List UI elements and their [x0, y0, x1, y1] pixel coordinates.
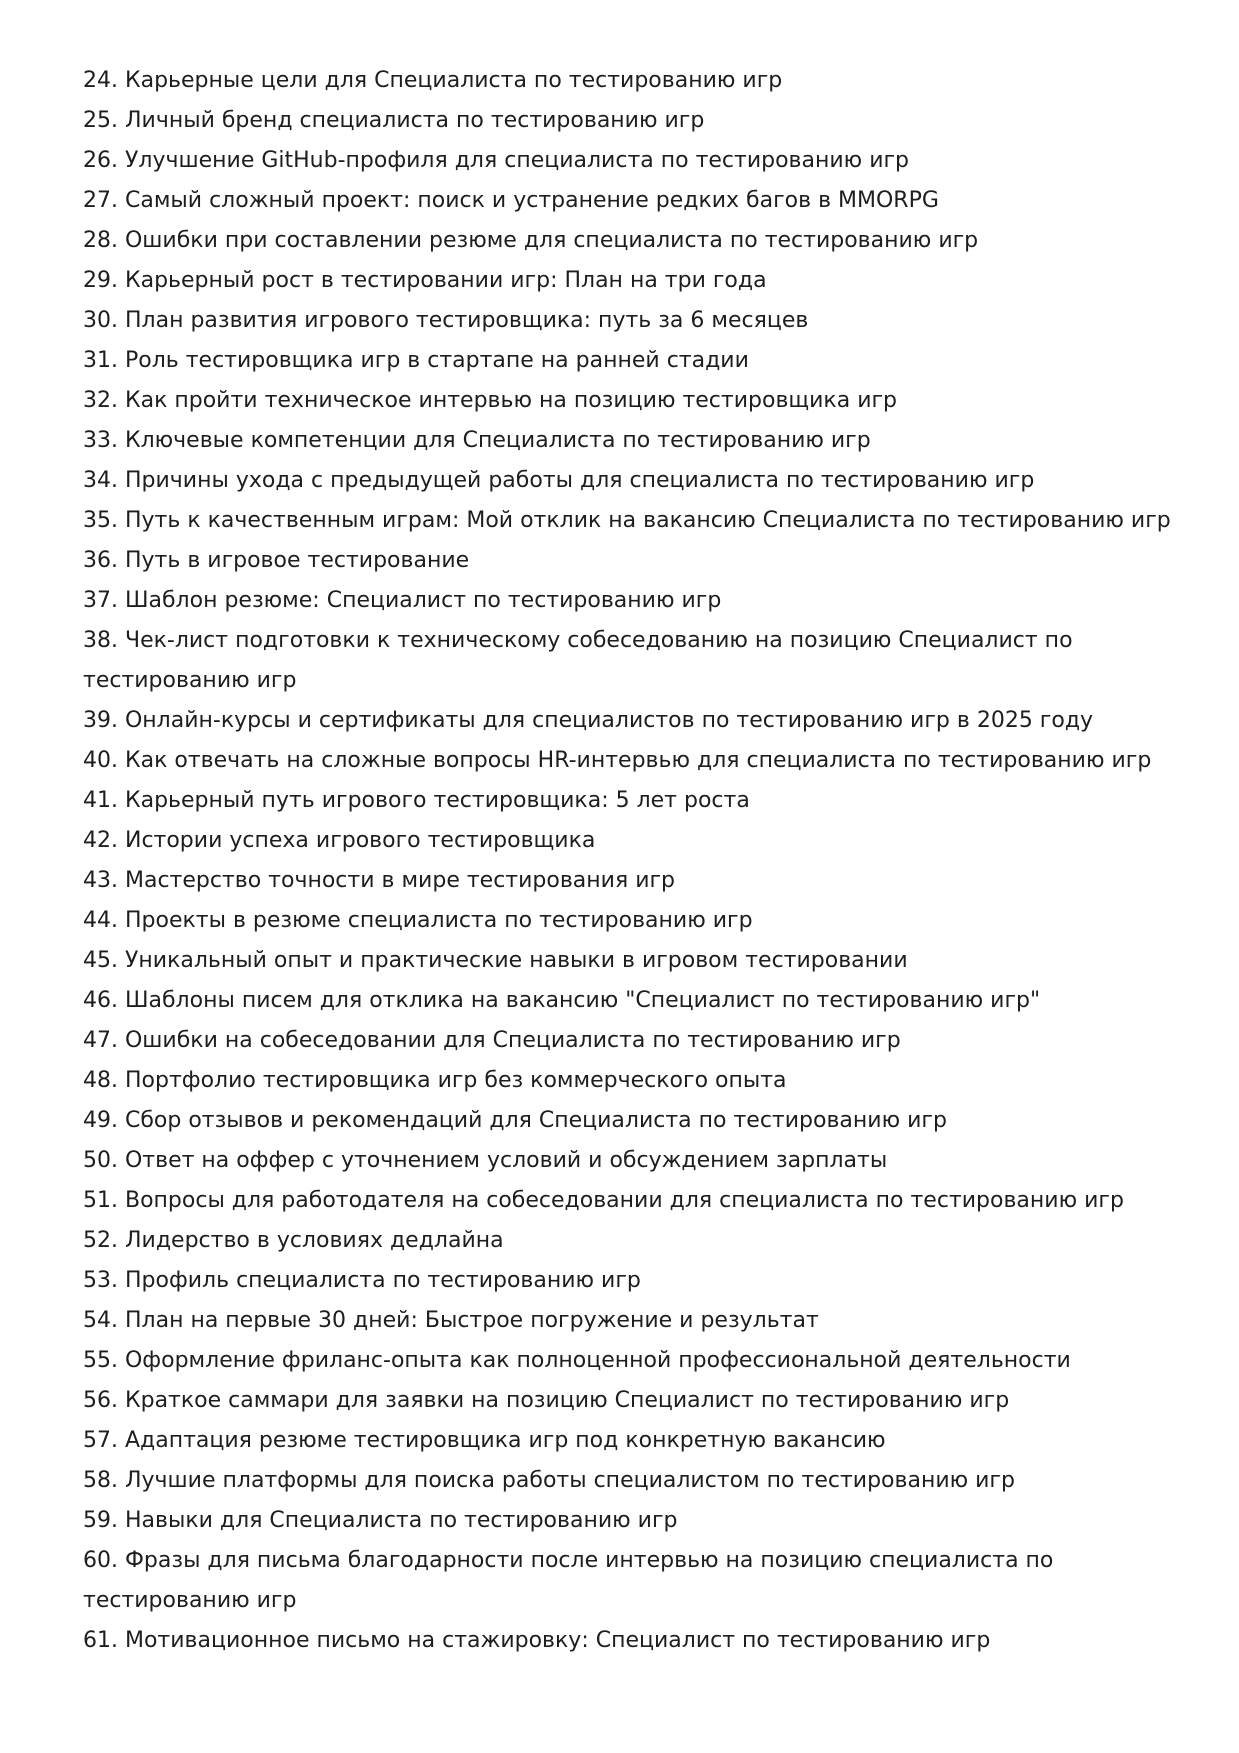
list-item: 43. Мастерство точности в мире тестирования игр [83, 868, 676, 893]
list-item: 40. Как отвечать на сложные вопросы HR-интервью для специалиста по тестированию игр [83, 748, 1152, 773]
list-item: 51. Вопросы для работодателя на собеседовании для специалиста по тестированию игр [83, 1188, 1124, 1213]
list-item: 50. Ответ на оффер с уточнением условий и обсуждением зарплаты [83, 1148, 888, 1173]
list-item: 42. Истории успеха игрового тестировщика [83, 828, 596, 853]
list-item: 34. Причины ухода с предыдущей работы для специалиста по тестированию игр [83, 468, 1035, 493]
list-item: 55. Оформление фриланс-опыта как полноценной профессиональной деятельности [83, 1348, 1071, 1373]
list-item: 26. Улучшение GitHub-профиля для специалиста по тестированию игр [83, 148, 910, 173]
list-item: 56. Краткое саммари для заявки на позицию Специалист по тестированию игр [83, 1388, 1010, 1413]
topic-list [83, 61, 1173, 1661]
list-item: 60. Фразы для письма благодарности после интервью на позицию специалиста по тестированию игр [83, 1548, 1054, 1613]
list-item: 32. Как пройти техническое интервью на позицию тестировщика игр [83, 388, 898, 413]
list-item: 53. Профиль специалиста по тестированию игр [83, 1268, 641, 1293]
list-item: 30. План развития игрового тестировщика: путь за 6 месяцев [83, 308, 809, 333]
list-item: 41. Карьерный путь игрового тестировщика: 5 лет роста [83, 788, 750, 813]
list-item: 57. Адаптация резюме тестировщика игр под конкретную вакансию [83, 1428, 886, 1453]
list-item: 36. Путь в игровое тестирование [83, 548, 470, 573]
list-item: 35. Путь к качественным играм: Мой отклик на вакансию Специалиста по тестированию игр [83, 508, 1171, 533]
list-item: 24. Карьерные цели для Специалиста по тестированию игр [83, 68, 783, 93]
list-item: 52. Лидерство в условиях дедлайна [83, 1228, 504, 1253]
list-item: 48. Портфолио тестировщика игр без коммерческого опыта [83, 1068, 787, 1093]
list-item: 59. Навыки для Специалиста по тестированию игр [83, 1508, 678, 1533]
list-item: 45. Уникальный опыт и практические навыки в игровом тестировании [83, 948, 908, 973]
list-item: 33. Ключевые компетенции для Специалиста по тестированию игр [83, 428, 871, 453]
list-item: 49. Сбор отзывов и рекомендаций для Специалиста по тестированию игр [83, 1108, 947, 1133]
list-item: 29. Карьерный рост в тестировании игр: План на три года [83, 268, 767, 293]
list-item: 38. Чек-лист подготовки к техническому собеседованию на позицию Специалист по тестированию игр [83, 628, 1073, 693]
list-item: 54. План на первые 30 дней: Быстрое погружение и результат [83, 1308, 819, 1333]
list-item: 44. Проекты в резюме специалиста по тестированию игр [83, 908, 753, 933]
list-item: 58. Лучшие платформы для поиска работы специалистом по тестированию игр [83, 1468, 1015, 1493]
list-item: 31. Роль тестировщика игр в стартапе на ранней стадии [83, 348, 749, 373]
list-item: 47. Ошибки на собеседовании для Специалиста по тестированию игр [83, 1028, 901, 1053]
list-item: 27. Самый сложный проект: поиск и устранение редких багов в MMORPG [83, 188, 939, 213]
list-item: 61. Мотивационное письмо на стажировку: Специалист по тестированию игр [83, 1628, 991, 1653]
list-item: 46. Шаблоны писем для отклика на вакансию "Специалист по тестированию игр" [83, 988, 1041, 1013]
list-item: 37. Шаблон резюме: Специалист по тестированию игр [83, 588, 722, 613]
list-item: 39. Онлайн-курсы и сертификаты для специалистов по тестированию игр в 2025 году [83, 708, 1094, 733]
list-item: 28. Ошибки при составлении резюме для специалиста по тестированию игр [83, 228, 979, 253]
list-item: 25. Личный бренд специалиста по тестированию игр [83, 108, 705, 133]
